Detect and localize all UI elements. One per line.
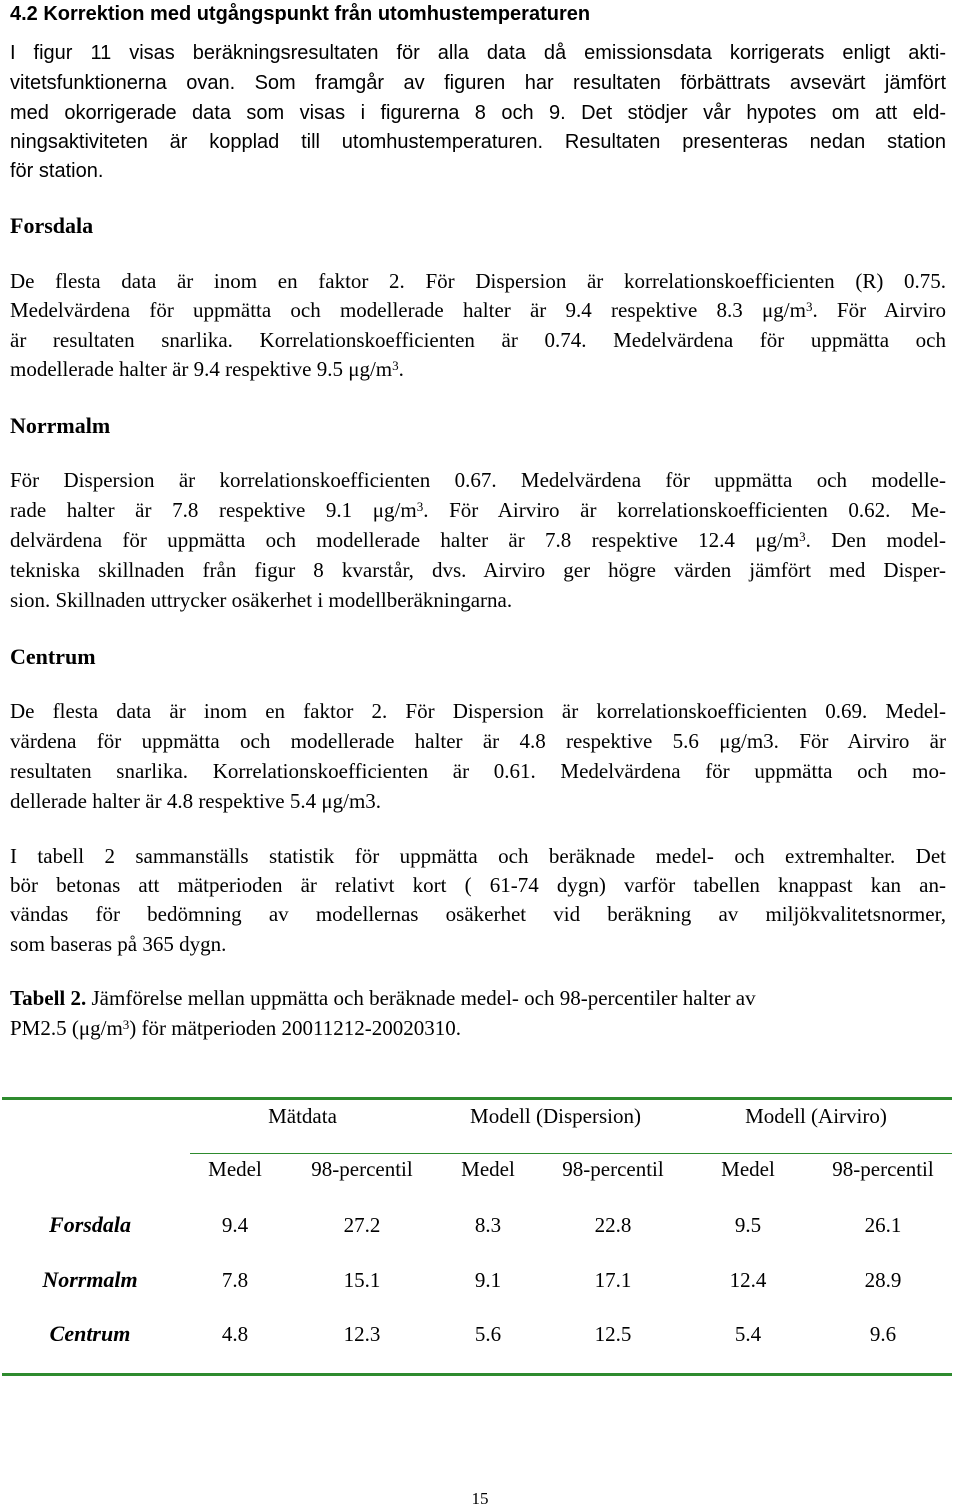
centrum-line-1: De flesta data är inom en faktor 2. För Dispersion är korrelationskoefficienten 0.69. Medel-	[10, 699, 946, 723]
table-cell: 5.6	[474, 1322, 502, 1346]
table-cell: 26.1	[864, 1213, 902, 1237]
table-cell: 7.8	[221, 1268, 249, 1292]
table-intro-line-1: I tabell 2 sammanställs statistik för uppmätta och beräknade medel- och extremhalter. Det	[10, 844, 946, 868]
centrum-line-4: dellerade halter är 4.8 respektive 5.4 μg/m3.	[10, 789, 382, 813]
row-name-centrum: Centrum	[49, 1321, 131, 1346]
intro-line-1: I figur 11 visas beräkningsresultaten för alla data då emissionsdata korrigerats enligt akti-	[10, 42, 946, 64]
page-number: 15	[471, 1489, 489, 1508]
table-caption-line-1: Tabell 2. Jämförelse mellan uppmätta och beräknade medel- och 98-percentiler halter av	[10, 986, 756, 1010]
table-cell: 9.4	[221, 1213, 249, 1237]
table-cell: 28.9	[864, 1268, 902, 1292]
forsdala-line-2: Medelvärdena för uppmätta och modellerade halter är 9.4 respektive 8.3 $\mu g/m^3$. För Airviro	[10, 298, 946, 322]
centrum-line-3: resultaten snarlika. Korrelationskoefficienten är 0.61. Medelvärdena för uppmätta och mo-	[10, 759, 946, 783]
table-caption-label: Tabell 2.	[10, 986, 87, 1010]
table-cell: 9.1	[474, 1268, 502, 1292]
norrmalm-line-1: För Dispersion är korrelationskoefficienten 0.67. Medelvärdena för uppmätta och modelle-	[10, 468, 946, 492]
table-cell: 22.8	[594, 1213, 632, 1237]
centrum-heading: Centrum	[10, 644, 96, 669]
table-intro-line-4: som baseras på 365 dygn.	[10, 932, 227, 956]
norrmalm-heading: Norrmalm	[10, 413, 111, 438]
table-cell: 4.8	[221, 1322, 249, 1346]
intro-line-5: för station.	[10, 160, 104, 182]
subheader-98-2: 98-percentil	[562, 1157, 664, 1181]
group-header-airviro: Modell (Airviro)	[745, 1104, 887, 1128]
table-cell: 15.1	[343, 1268, 381, 1292]
table-cell: 12.3	[343, 1322, 381, 1346]
section-heading: 4.2 Korrektion med utgångspunkt från utomhustemperaturen	[10, 3, 591, 25]
norrmalm-line-2: rade halter är 7.8 respektive 9.1 $\mu g/m^3$. För Airviro är korrelationskoefficienten 0.62. Me-	[10, 498, 946, 522]
subheader-98-3: 98-percentil	[832, 1157, 934, 1181]
table-bottom-rule	[2, 1373, 952, 1376]
forsdala-line-4: modellerade halter är 9.4 respektive 9.5 $\mu g/m^3$.	[10, 357, 404, 381]
norrmalm-line-3: delvärdena för uppmätta och modellerade halter är 7.8 respektive 12.4 $\mu g/m^3$. Den model-	[10, 528, 946, 552]
subheader-medel-1: Medel	[208, 1157, 262, 1181]
norrmalm-line-5: sion. Skillnaden uttrycker osäkerhet i modellberäkningarna.	[10, 588, 513, 612]
row-name-norrmalm: Norrmalm	[42, 1267, 138, 1292]
table-cell: 27.2	[343, 1213, 381, 1237]
centrum-line-2: värdena för uppmätta och modellerade halter är 4.8 respektive 5.6 μg/m3. För Airviro är	[10, 729, 946, 753]
table-cell: 12.4	[729, 1268, 767, 1292]
intro-line-4: ningsaktiviteten är kopplad till utomhustemperaturen. Resultaten presenteras nedan station	[10, 131, 946, 153]
forsdala-heading: Forsdala	[10, 213, 94, 238]
forsdala-line-1: De flesta data är inom en faktor 2. För Dispersion är korrelationskoefficienten (R) 0.75.	[10, 269, 946, 293]
intro-line-3: med okorrigerade data som visas i figurerna 8 och 9. Det stödjer vår hypotes om att eld-	[10, 102, 946, 124]
group-header-dispersion: Modell (Dispersion)	[470, 1104, 641, 1128]
group-header-matdata: Mätdata	[268, 1104, 337, 1128]
norrmalm-line-4: tekniska skillnaden från figur 8 kvarstår, dvs. Airviro ger högre värden jämfört med Disper-	[10, 558, 946, 582]
table-cell: 9.6	[869, 1322, 897, 1346]
intro-line-2: vitetsfunktionerna ovan. Som framgår av figuren har resultaten förbättrats avsevärt jämfört	[10, 72, 946, 94]
table-intro-line-3: vändas för bedömning av modellernas osäkerhet vid beräkning av miljökvalitetsnormer,	[10, 902, 946, 926]
subheader-medel-3: Medel	[721, 1157, 775, 1181]
table-mid-rule	[190, 1153, 952, 1154]
table-cell: 17.1	[594, 1268, 632, 1292]
table-cell: 12.5	[594, 1322, 632, 1346]
table-intro-line-2: bör betonas att mätperioden är relativt kort ( 61-74 dygn) varför tabellen knappast kan an-	[10, 873, 946, 897]
subheader-medel-2: Medel	[461, 1157, 515, 1181]
row-name-forsdala: Forsdala	[49, 1212, 131, 1237]
table-cell: 9.5	[734, 1213, 762, 1237]
table-cell: 5.4	[734, 1322, 762, 1346]
table-cell: 8.3	[474, 1213, 502, 1237]
forsdala-line-3: är resultaten snarlika. Korrelationskoefficienten är 0.74. Medelvärdena för uppmätta och	[10, 328, 946, 352]
table-caption-line-2: PM2.5 $(\mu g/m^3)$ för mätperioden 20011212-20020310.	[10, 1016, 461, 1040]
table-top-rule	[2, 1097, 952, 1100]
subheader-98-1: 98-percentil	[311, 1157, 413, 1181]
